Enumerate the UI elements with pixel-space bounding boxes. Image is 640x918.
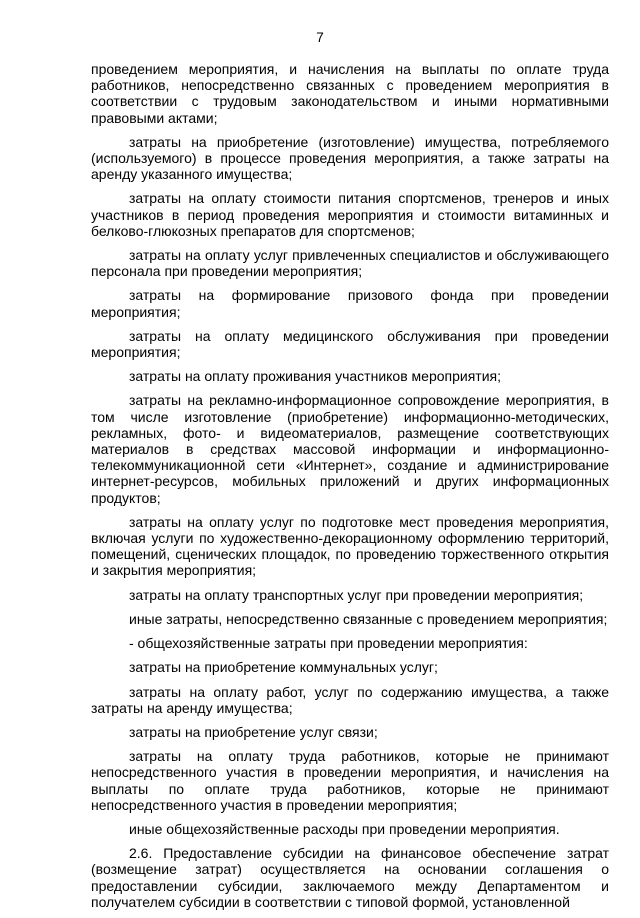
paragraph: 2.6. Предоставление субсидии на финансовое обеспечение затрат (возмещение затрат) осуществляется на основании соглашения о предоставлении субсидии, заключаемого между Департаментом и получателем субсидии в соответствии с типовой формой, установленной: [91, 845, 609, 910]
paragraph: затраты на оплату стоимости питания спортсменов, тренеров и иных участников в период проведения мероприятия и стоимости витаминных и белково-глюкозных препаратов для спортсменов;: [91, 190, 609, 239]
paragraph: затраты на оплату услуг по подготовке мест проведения мероприятия, включая услуги по художественно-декорационному оформлению территорий, помещений, сценических площадок, по проведению торжественного открытия и закрытия мероприятия;: [91, 513, 609, 579]
paragraph: затраты на приобретение (изготовление) имущества, потребляемого (используемого) в процессе проведения мероприятия, а также затраты на аренду указанного имущества;: [91, 133, 609, 183]
paragraph: затраты на оплату транспортных услуг при проведении мероприятия;: [129, 586, 584, 603]
paragraph: затраты на оплату услуг привлеченных специалистов и обслуживающего персонала при проведении мероприятия;: [91, 247, 609, 280]
paragraph: - общехозяйственные затраты при проведении мероприятия:: [129, 635, 528, 652]
paragraph: затраты на оплату труда работников, которые не принимают непосредственного участия в проведении мероприятия, и начисления на выплаты по оплате труда работников, которые не принимают непосредственного участия в проведении мероприятия;: [91, 748, 609, 813]
paragraph: иные общехозяйственные расходы при проведении мероприятия.: [129, 820, 560, 837]
paragraph: затраты на приобретение услуг связи;: [129, 723, 378, 740]
paragraph: затраты на оплату работ, услуг по содержанию имущества, а также затраты на аренду имущества;: [91, 683, 609, 716]
page-number: 7: [316, 30, 324, 45]
paragraph: затраты на рекламно-информационное сопровождение мероприятия, в том числе изготовление (приобретение) информационно-методических, рекламных, фото- и видеоматериалов, размещение соответствующих материалов в средствах массовой информации и информационно-телекоммуникационной сети «Интернет», создание и администрирование интернет-ресурсов, мобильных приложений и других информационных продуктов;: [91, 392, 609, 506]
paragraph: затраты на приобретение коммунальных услуг;: [129, 659, 438, 676]
paragraph: проведением мероприятия, и начисления на выплаты по оплате труда работников, непосредственно связанных с проведением мероприятия в соответствии с трудовым законодательством и иными нормативными правовыми актами;: [91, 61, 609, 126]
paragraph: затраты на оплату медицинского обслуживания при проведении мероприятия;: [91, 327, 609, 361]
paragraph: затраты на формирование призового фонда при проведении мероприятия;: [91, 287, 609, 320]
document-body: [91, 61, 609, 918]
paragraph: затраты на оплату проживания участников мероприятия;: [129, 368, 501, 385]
paragraph: иные затраты, непосредственно связанные с проведением мероприятия;: [129, 610, 608, 627]
